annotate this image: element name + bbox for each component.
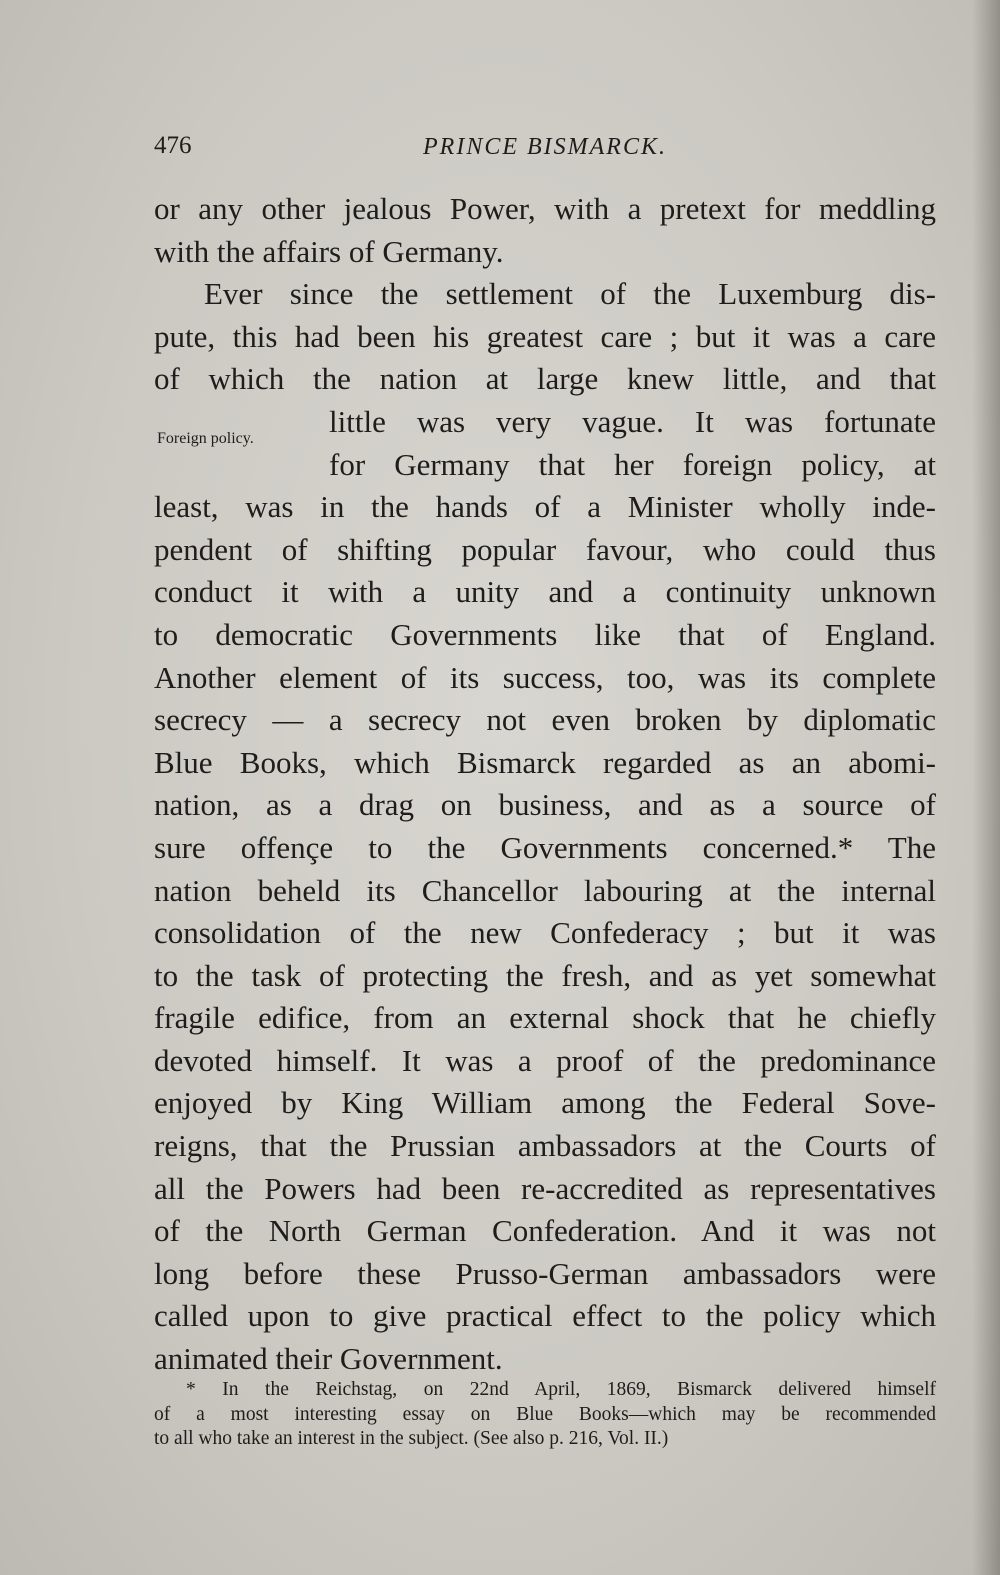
text-line: least, was in the hands of a Minister wholly inde- <box>154 489 936 525</box>
footnote-line: * In the Reichstag, on 22nd April, 1869, Bismarck delivered himself <box>186 1379 936 1400</box>
text-line: or any other jealous Power, with a pretext for meddling <box>154 191 936 226</box>
text-line: of which the nation at large knew little, and that <box>154 361 936 397</box>
text-line: sure offençe to the Governments concerned.* The <box>154 829 936 865</box>
text-line: secrecy — a secrecy not even broken by diplomatic <box>154 702 936 738</box>
text-line: enjoyed by King William among the Federal Sove- <box>154 1085 936 1121</box>
text-line: consolidation of the new Confederacy ; but it was <box>154 915 936 951</box>
text-line: to the task of protecting the fresh, and as yet somewhat <box>154 957 936 993</box>
text-line: with the affairs of Germany. <box>154 233 504 269</box>
text-line: called upon to give practical effect to the policy which <box>154 1298 936 1334</box>
text-line: Another element of its success, too, was its complete <box>154 659 936 695</box>
text-line: long before these Prusso-German ambassadors were <box>154 1255 936 1291</box>
text-line: reigns, that the Prussian ambassadors at the Courts of <box>154 1128 936 1164</box>
text-line: for Germany that her foreign policy, at <box>329 446 936 482</box>
running-title: PRINCE BISMARCK. <box>423 134 667 160</box>
text-line: nation beheld its Chancellor labouring at the internal <box>154 872 936 908</box>
text-line: Ever since the settlement of the Luxemburg dis- <box>204 276 936 312</box>
text-line: animated their Government. <box>154 1341 503 1377</box>
text-line: fragile edifice, from an external shock that he chiefly <box>154 1000 936 1036</box>
page-edge-shadow <box>972 0 1000 1575</box>
text-line: conduct it with a unity and a continuity unknown <box>154 574 936 610</box>
text-line: pute, this had been his greatest care ; but it was a care <box>154 318 936 354</box>
page-header <box>154 132 936 172</box>
footnote-line: of a most interesting essay on Blue Books—which may be recommended <box>154 1403 936 1425</box>
text-line: all the Powers had been re-accredited as representatives <box>154 1170 936 1206</box>
body-text <box>154 188 936 1381</box>
marginal-note: Foreign policy. <box>157 430 254 447</box>
text-line: devoted himself. It was a proof of the predominance <box>154 1042 936 1078</box>
text-line: nation, as a drag on business, and as a source of <box>154 787 936 823</box>
page-number: 476 <box>154 132 192 159</box>
text-line: of the North German Confederation. And it was not <box>154 1213 936 1249</box>
text-line: little was very vague. It was fortunate <box>329 403 936 439</box>
text-line: to democratic Governments like that of England. <box>154 616 936 652</box>
text-line: Blue Books, which Bismarck regarded as an abomi- <box>154 744 936 780</box>
text-line: pendent of shifting popular favour, who could thus <box>154 531 936 567</box>
footnote-line: to all who take an interest in the subject. (See also p. 216, Vol. II.) <box>154 1428 669 1449</box>
footnote <box>154 1378 936 1452</box>
